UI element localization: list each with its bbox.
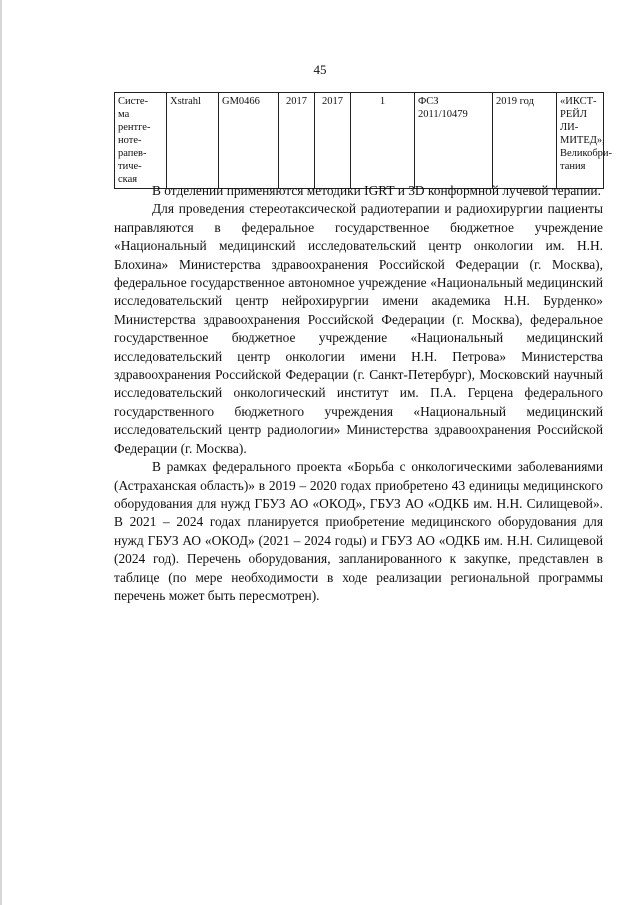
equipment-table (114, 92, 613, 189)
page-edge (0, 0, 2, 905)
table-cell-model: GM0466 (219, 93, 279, 189)
table-cell-year-made: 2017 (279, 93, 315, 189)
paragraph-federal-project: В рамках федерального проекта «Борьба с онкологическими заболеваниями (Астраханская область)» в 2019 – 2020 годах приобретено 43 единицы медицинского оборудования для нужд ГБУЗ АО «ОКОД», ГБУЗ АО «ОДКБ им. Н.Н. Силищевой». В 2021 – 2024 годах планируется приобретение медицинского оборудования для нужд ГБУЗ АО «ОКОД» (2021 – 2024 годы) и ГБУЗ АО «ОДКБ им. Н.Н. Силищевой (2024 год). Перечень оборудования, запланированного к закупке, представлен в таблице (по мере необходимости в ходе реализации региональной программы перечень может быть пересмотрен). (114, 459, 603, 603)
paragraph-methods: В отделении применяются методики IGRT и 3D конформной лучевой терапии. (152, 183, 601, 198)
table-cell-date: 2019 год (493, 93, 557, 189)
document-body (114, 182, 603, 605)
table-row (115, 93, 604, 189)
table-cell-supplier: «ИКСТ- РЕЙЛ ЛИ- МИТЕД», Великобри- тания (557, 93, 604, 189)
table-cell-quantity: 1 (351, 93, 415, 189)
table-cell-year-installed: 2017 (315, 93, 351, 189)
table-cell-equipment-name: Систе- ма рентге- ноте- рапев- тиче- ская (115, 93, 167, 189)
table-cell-registration: ФСЗ 2011/10479 (415, 93, 493, 189)
table-cell-manufacturer: Xstrahl (167, 93, 219, 189)
page-number: 45 (313, 62, 327, 77)
paragraph-stereotactic: Для проведения стереотаксической радиотерапии и радиохирургии пациенты направляются в федеральное государственное бюджетное учреждение «Национальный медицинский исследовательский центр онкологии им. Н.Н. Блохина» Министерства здравоохранения Российской Федерации (г. Москва), федеральное государственное автономное учреждение «Национальный медицинский исследовательский центр нейрохирургии имени академика Н.Н. Бурденко» Министерства здравоохранения Российской Федерации (г. Москва), федеральное государственное бюджетное учреждение «Национальный медицинский исследовательский центр онкологии имени Н.Н. Петрова» Министерства здравоохранения Российской Федерации (г. Санкт-Петербург), Московский научный исследовательский онкологический институт им. П.А. Герцена федерального государственного бюджетного учреждения «Национальный медицинский исследовательский центр радиологии» Министерства здравоохранения Российской Федерации (г. Москва). (114, 201, 603, 456)
